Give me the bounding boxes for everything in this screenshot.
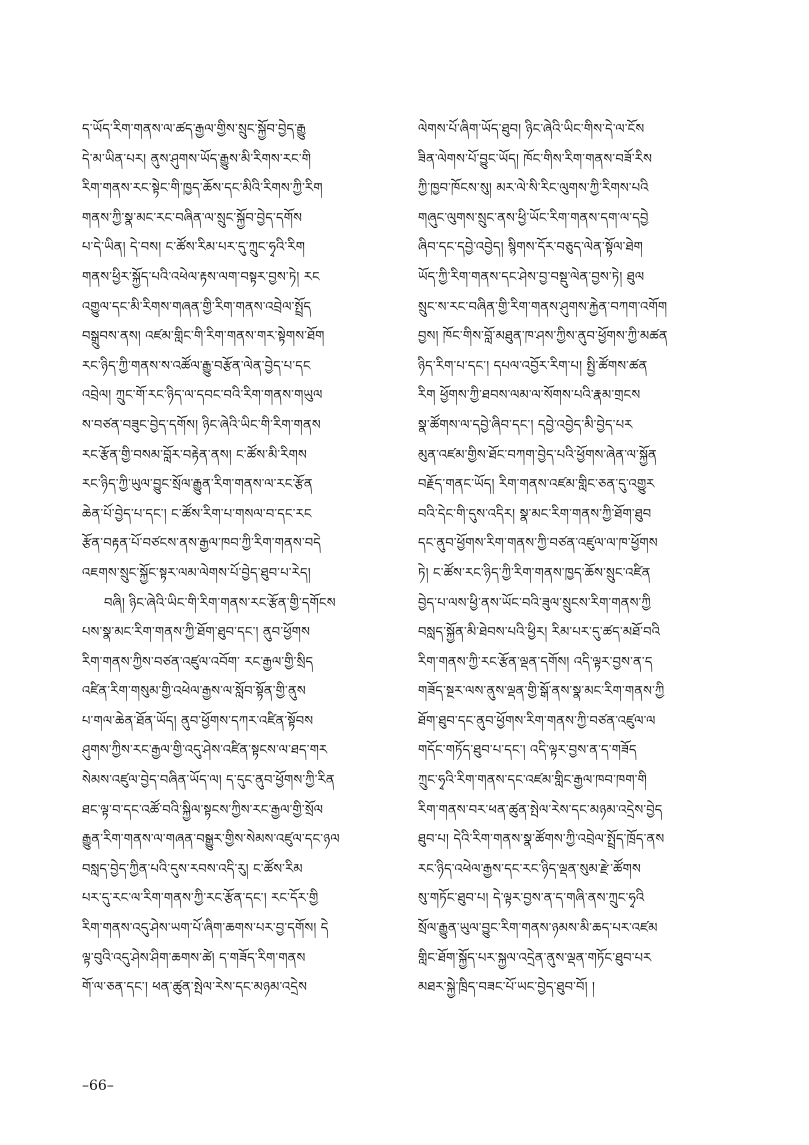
text-line: ཀྲུང་ཧྭའི་རིག་གནས་དང་འཛམ་གླིང་རྒྱལ་ཁབ་ཁག་གི	[418, 773, 647, 789]
text-line: བསྒྲུབས་ནས། འཛམ་གླིང་གི་རིག་གནས་གར་སྟེགས་ཐོག	[82, 329, 325, 345]
text-line: ཤུགས་ཀྱིས་རང་རྒྱལ་གྱི་འདུ་ཤེས་འཛིན་སྟངས་ལ་ཐད་གར	[82, 743, 328, 759]
text-line: རང་ཉིད་ཀྱི་ཡུལ་བྱུང་སྲོལ་རྒྱུན་རིག་གནས་ལ་རང་རྩོན	[82, 477, 313, 493]
text-line: གནས་ཕྱིར་སྐྱོད་པའི་འཕེལ་རྟས་ལག་བསྟར་བྱས་ཏེ། རང	[82, 269, 320, 285]
text-line: འཇགས་སྲུང་སྐྱོང་སྟར་ལམ་ལེགས་པོ་བྱེད་ཐུབ་པ་རེད།	[82, 565, 311, 581]
text-line: རང་ཉིད་འཕེལ་རྒྱས་དང་རང་ཉིད་ལྡན་སུམ་རྫེ་ཚོགས	[418, 861, 641, 877]
text-line: ལེགས་པོ་ཞིག་ཡོད་ཐུབ། ཉིང་ཞེའི་ཡིང་གིས་དེ་ལ་ངོས	[418, 122, 645, 137]
left-column	[82, 115, 400, 1003]
text-line: བྱེད་པ་ལས་ཕྱི་ནས་ཡོང་བའི་ཟུལ་སྲུངས་རིག་གནས་ཀྱི	[418, 595, 651, 611]
text-line: པ་དེ་ཡིན། དེ་བས། ང་ཚོས་རིམ་པར་དུ་ཀྲུང་ཧྭའི་རིག	[82, 240, 306, 256]
right-column	[418, 115, 736, 1003]
text-line: ཟིན་ལེགས་པོ་བྱུང་ཡོད། ཁོང་གིས་རིག་གནས་བཟོ་རིས	[418, 151, 653, 167]
text-line: ཞིབ་དང་དབྱེ་འབྱེད། སྙིགས་དོར་བཅུད་ལེན་སྟོལ་ཐེག	[418, 240, 644, 256]
text-line: རིག་གནས་ཀྱི་རང་རྩོན་ལྡན་དགོས། འདི་ལྟར་བྱས་ན་ད	[418, 654, 653, 670]
text-line: འབྲེལ། ཀྲུང་གོ་རང་ཉིད་ལ་དབང་བའི་རིག་གནས་གཡུལ	[82, 388, 323, 404]
text-line: རྩོན་བརྟན་པོ་བཙངས་ནས་རྒྱལ་ཁབ་ཀྱི་རིག་གནས་བདེ	[82, 536, 322, 552]
page-number: –66–	[82, 1078, 114, 1094]
text-line: མུན་འཛམ་གྱིས་ཐོང་བཀག་བྱེད་པའི་ཕྱོགས་ཞེན་ལ་སྐྱོན	[418, 447, 657, 463]
text-line: སྣ་ཚོགས་ལ་དབྱེ་ཞིབ་དང་། དབྱེ་འབྱེད་མི་བྱེད་པར	[418, 417, 633, 433]
text-line: གདོང་གཏོད་ཐུབ་པ་དང་། འདི་ལྟར་བྱས་ན་ད་གཟོད	[418, 743, 637, 759]
text-line: པས་སྣ་མང་རིག་གནས་ཀྱི་ཐོག་ཐུབ་དང་། ནུབ་ཕྱོགས	[82, 625, 311, 641]
text-line: དང་ནུབ་ཕྱོགས་རིག་གནས་ཀྱི་བཙན་འཛུལ་ལ་ཁ་ཕྱོགས	[418, 536, 658, 552]
text-line: ཐུབ་པ། དེའི་རིག་གནས་སྣ་ཚོགས་ཀྱི་འབྲེལ་སྤྲོད་ཁྲོད་ནས	[418, 832, 665, 848]
text-line: ཐོག་ཐུབ་དང་ནུབ་ཕྱོགས་རིག་གནས་ཀྱི་བཙན་འཛུལ་ལ	[418, 713, 656, 729]
text-line: གཟོད་སྔར་ལས་ནུས་ལྡན་གྱི་སྒོ་ནས་སྣ་མང་རིག་གནས་ཀྱི	[418, 684, 665, 700]
text-line: ཉིད་རིག་པ་དང་། དཔལ་འབྱོར་རིག་པ། སྤྱི་ཚོགས་ཚན	[418, 358, 648, 374]
text-line: རིག་གནས་འདུ་ཤེས་ཡག་པོ་ཞིག་ཆགས་པར་བྱ་དགོས། དེ	[82, 921, 329, 937]
text-line: འགྱུལ་དང་མི་རིགས་གཞན་གྱི་རིག་གནས་འབྲེལ་སྤྲོད	[82, 299, 312, 315]
text-line: ས་བཙན་བཟུང་བྱེད་དགོས། ཉིང་ཞེའི་ཡིང་གི་རིག་གནས	[82, 417, 321, 433]
text-line: པ་གལ་ཆེན་ཐོན་ཡོད། ནུབ་ཕྱོགས་དཀར་འཛིན་སྟོབས	[82, 713, 314, 729]
text-line: གནས་ཀྱི་སྣ་མང་རང་བཞིན་ལ་སྲུང་སྐྱོབ་བྱེད་དགོས	[82, 210, 303, 226]
text-line: རང་ཉིད་ཀྱི་གནས་ས་འཚོལ་རྒྱུ་བརྩོན་ལེན་བྱེད་པ་དང	[82, 358, 311, 374]
text-line: ལྟ་བུའི་འདུ་ཤེས་ཤིག་ཆགས་ཚེ། ད་གཟོད་རིག་གནས	[82, 950, 306, 966]
text-line: ད་ཡོད་རིག་གནས་ལ་ཚད་རྒྱལ་གྱིས་སྲུང་སྐྱོབ་བྱེད་རྒྱུ	[82, 122, 306, 137]
text-line: སུ་གཏོང་ཐུབ་པ། དེ་ལྟར་བྱས་ན་ད་གཞི་ནས་ཀྲུང་ཧྭའི	[418, 891, 645, 907]
text-line: ཡོད་ཀྱི་རིག་གནས་དང་ཤེས་བྱ་བསྡུ་ལེན་བྱས་ཏེ། ཐུལ	[418, 269, 645, 285]
text-line: དེ་མ་ཡིན་པར། ནུས་ཤུགས་ཡོད་རྒྱུས་མི་རིགས་རང་གི	[82, 151, 312, 167]
text-line: རིག་གནས་ཀྱིས་བཙན་འཛུལ་འབོག་ རང་རྒྱལ་གྱི་སྲིད	[82, 654, 314, 670]
text-line: ཆེན་པོ་བྱེད་པ་དང་། ང་ཚོས་རིག་པ་གསལ་བ་དང་རང	[82, 506, 312, 522]
text-line: རིག ཕྱོགས་ཀྱི་ཐབས་ལམ་ལ་སོགས་པའི་རྣམ་གྲངས	[418, 388, 641, 404]
text-line: གླིང་ཐོག་སྐྱོད་པར་སྐྱལ་འདྲེན་ནུས་ལྡན་གཏོང་ཐུབ་པར	[418, 950, 652, 966]
text-line: བྱས། ཁོང་གིས་བློ་མཐུན་ཁ་ཤས་ཀྱིས་ནུབ་ཕྱོགས་ཀྱི་མཚན	[418, 329, 668, 345]
text-line: རིག་གནས་རང་སྟེང་གི་ཁྱད་ཆོས་དང་མིའི་རིགས་ཀྱི་རིག	[82, 181, 323, 197]
text-line: བའི་དེང་གི་དུས་འདིར། སྣ་མང་རིག་གནས་ཀྱི་ཐོག་ཐུབ	[418, 506, 652, 522]
text-line: རྒྱུན་རིག་གནས་ལ་གཞན་བསྒྱུར་གྱིས་སེམས་འཛུལ་དང་ཉལ	[82, 832, 340, 848]
text-line: གཞུང་ལུགས་སྲུང་ནས་ཕྱི་ཡོང་རིག་གནས་དག་ལ་དབྱེ	[418, 210, 649, 226]
text-line: བརྗོད་གནང་ཡོད། རིག་གནས་འཛམ་གླིང་ཅན་དུ་འགྱུར	[418, 477, 655, 493]
text-line: བཞི། ཉིང་ཞེའི་ཡིང་གི་རིག་གནས་རང་རྩོན་གྱི་དགོངས	[104, 595, 336, 611]
text-line: པར་དུ་རང་ལ་རིག་གནས་ཀྱི་རང་རྩོན་དང་། རང་དོར་གྱི	[82, 891, 319, 907]
text-line: སེམས་འཛུལ་བྱེད་བཞིན་ཡོད་ལ། ད་དུང་ནུབ་ཕྱོགས་ཀྱི་རིན	[82, 773, 335, 789]
text-line: རིག་གནས་བར་ཕན་ཚུན་སྤེལ་རེས་དང་མཉམ་འདྲེས་བྱེད	[418, 802, 663, 818]
text-line: བསླད་སྐྱོན་མི་ཐེབས་པའི་ཕྱིར། རིམ་པར་དུ་ཚད་མཐོ་བའི	[418, 625, 661, 641]
text-line: མཐར་སྐྱེ་ཁྲིད་བཟང་པོ་ཡང་བྱེད་ཐུབ་བོ། །	[418, 980, 596, 996]
text-line: རང་རྩོན་གྱི་བསམ་བློར་བརྟེན་ནས། ང་ཚོས་མི་རིགས	[82, 447, 307, 463]
text-line: སྲོལ་རྒྱུན་ཡུལ་བྱུང་རིག་གནས་ཉམས་མི་ཆད་པར་འཛམ	[418, 921, 658, 937]
text-line: སྲུང་ས་རང་བཞིན་གྱི་རིག་གནས་ཤུགས་རྐྱེན་བཀག་འགོག	[418, 299, 668, 315]
text-line: གོ་ལ་ཅན་དང་། ཕན་ཚུན་སྤེལ་རེས་དང་མཉམ་འདྲེས	[82, 980, 308, 996]
text-line: ཀྱི་ཁྱབ་ཁོངས་སུ། མར་ལེ་སི་རིང་ལུགས་ཀྱི་རིགས་པའི	[418, 181, 649, 197]
text-line: འཛིན་རིག་གསུམ་གྱི་འཕེལ་རྒྱས་ལ་སློབ་སྟོན་གྱི་ནུས	[82, 684, 306, 700]
text-line: ཏེ། ང་ཚོས་རང་ཉིད་ཀྱི་རིག་གནས་ཁྱད་ཆོས་སྲུང་འཛིན	[418, 565, 651, 581]
text-line: བསླད་བྱེད་ཀྱིན་པའི་དུས་རབས་འདི་རུ། ང་ཚོས་རིམ	[82, 861, 303, 877]
text-line: ཐང་ལྟ་བ་དང་འཚོ་བའི་སྐྱིལ་སྟངས་ཀྱིས་རང་རྒྱལ་གྱི་སྲོལ	[82, 802, 324, 818]
